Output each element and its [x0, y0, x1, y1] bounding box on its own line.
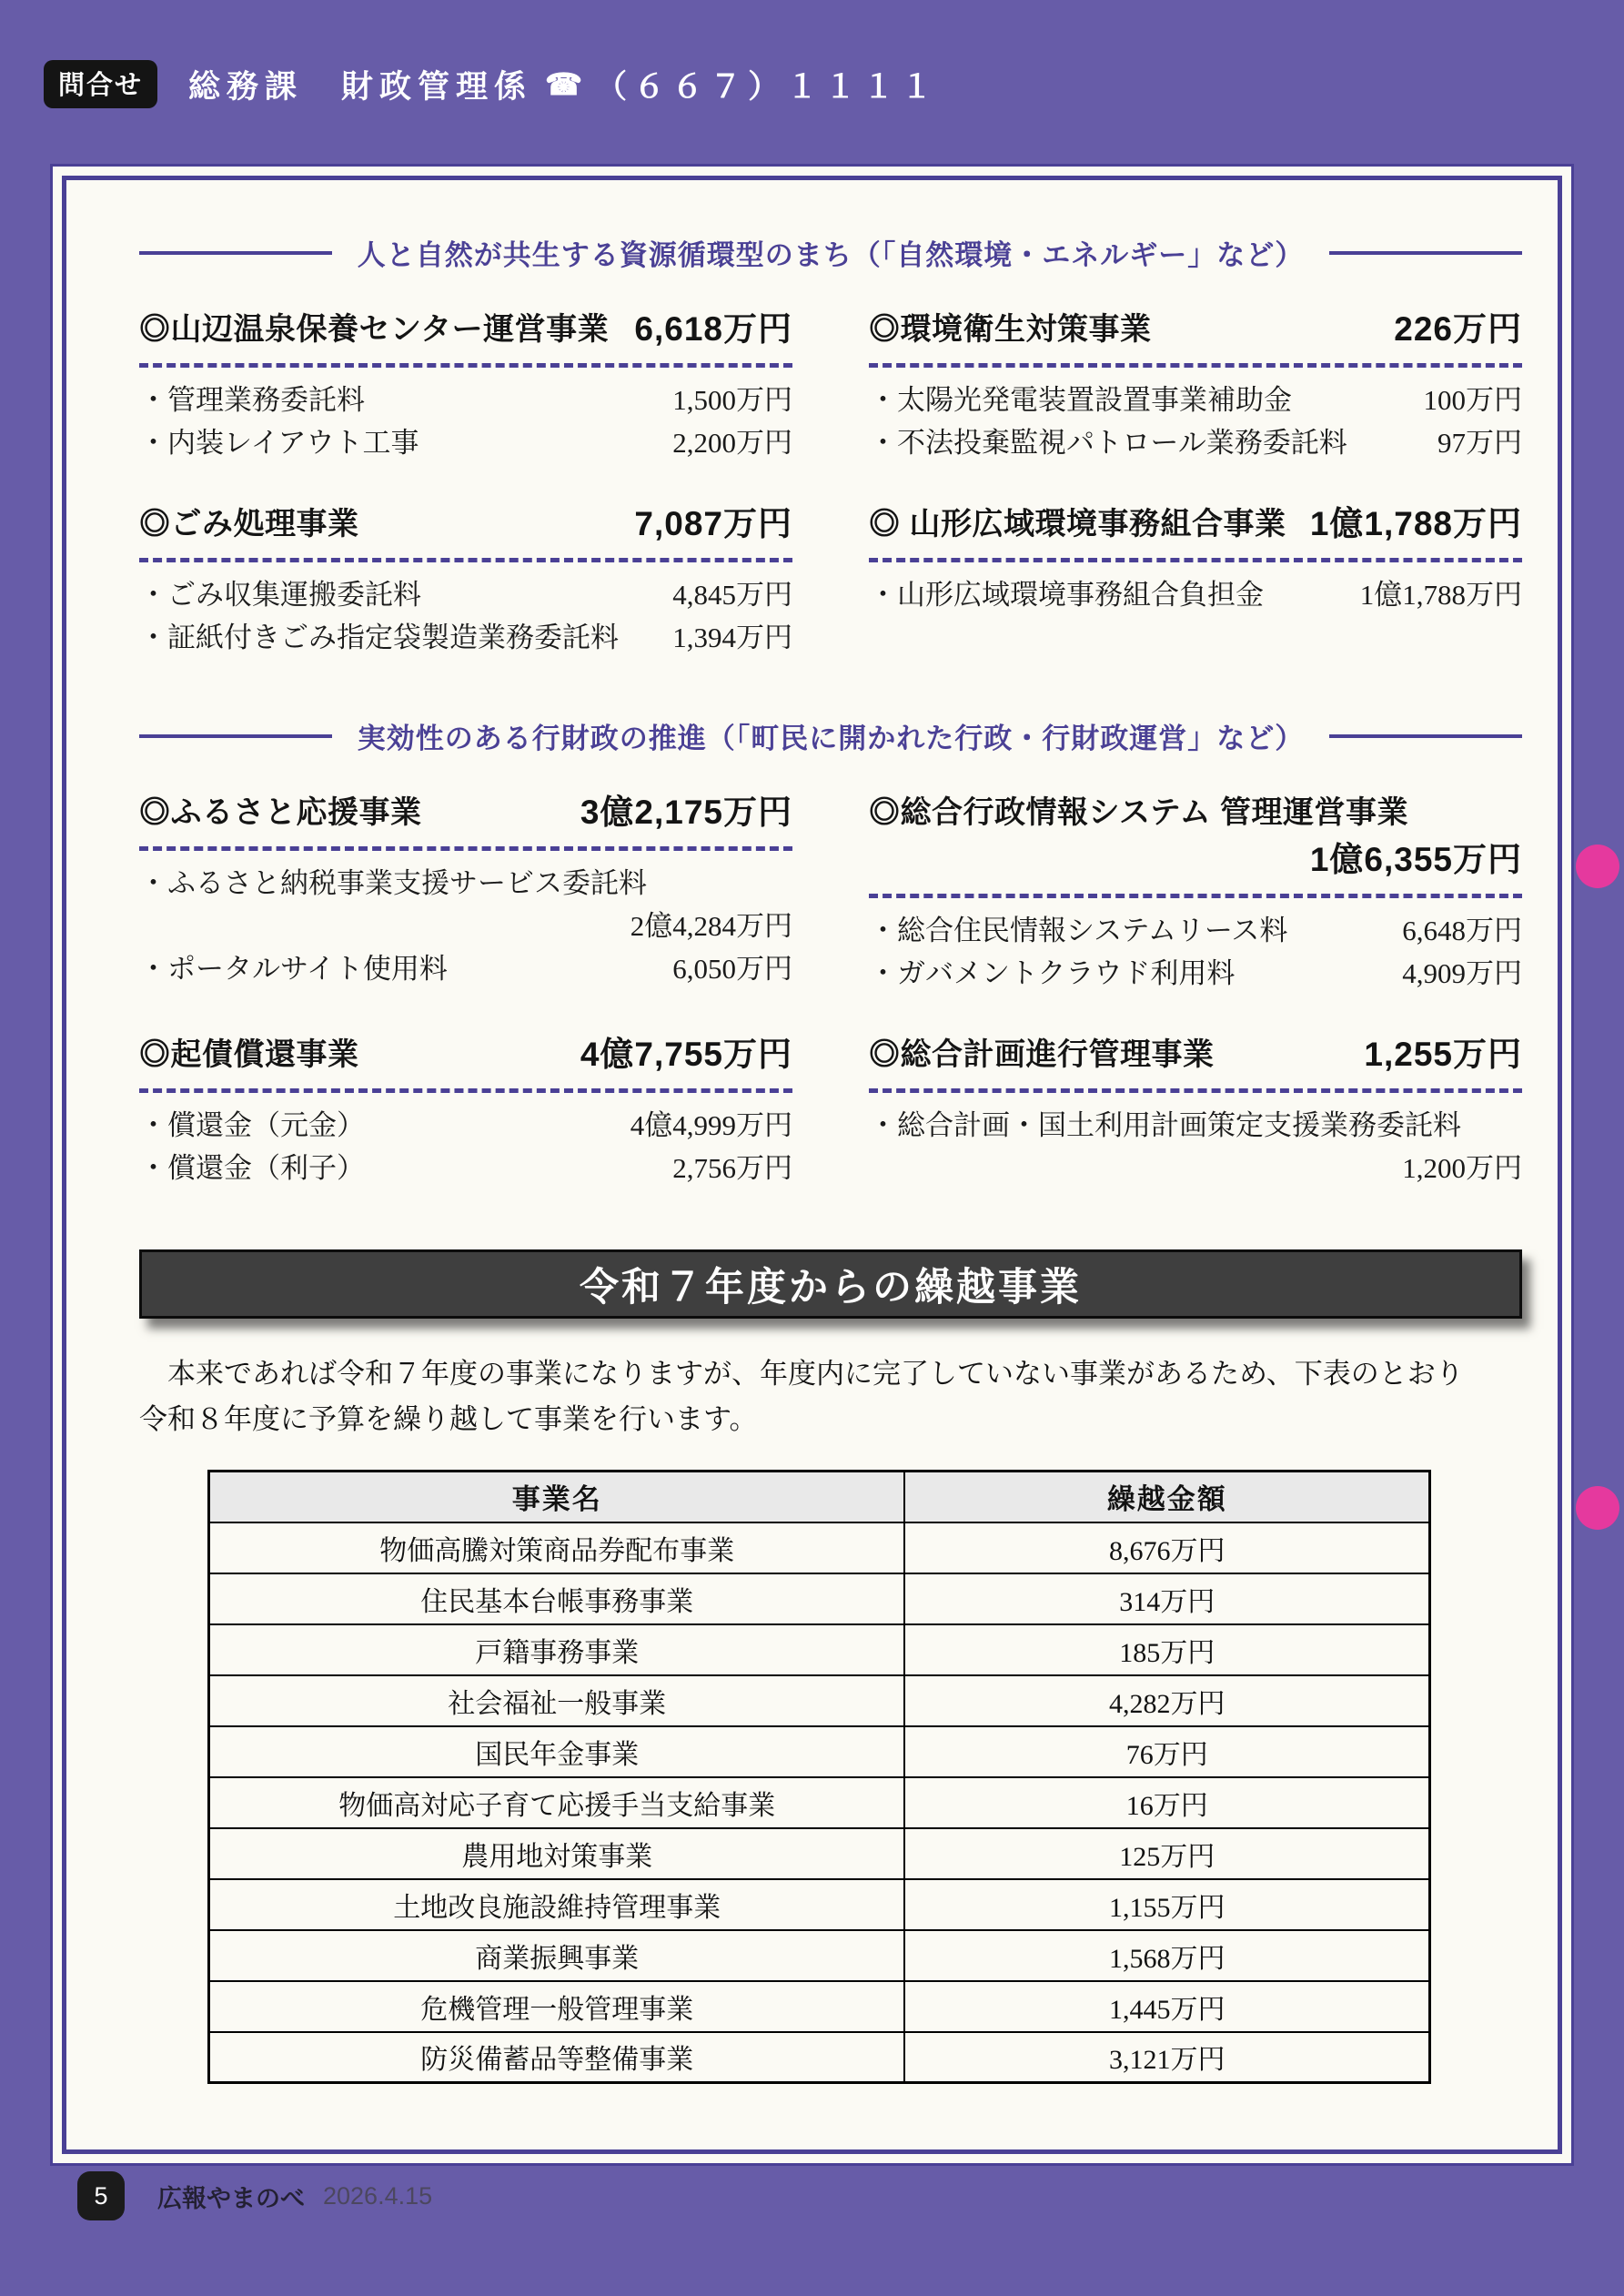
block-heading [869, 309, 1522, 349]
item-amount: 2,200万円 [672, 427, 792, 459]
card-content [139, 232, 1522, 2084]
table-row [209, 1879, 1430, 1930]
project-name-cell: 危機管理一般管理事業 [209, 1981, 905, 2032]
contact-line [188, 62, 939, 107]
table-row [209, 1624, 1430, 1675]
budget-item [869, 421, 1522, 464]
block-heading [869, 504, 1522, 544]
budget-item [869, 1104, 1522, 1189]
dashed-divider [869, 1088, 1522, 1093]
item-label: ・償還金（利子） [139, 1152, 365, 1184]
project-name-cell: 戸籍事務事業 [209, 1624, 905, 1675]
item-amount: 1,394万円 [672, 622, 792, 653]
item-label: ・ふるさと納税事業支援サービス委託料 [139, 867, 647, 899]
department-name: 総務課 財政管理係 [188, 68, 533, 105]
project-name-cell: 国民年金事業 [209, 1726, 905, 1777]
budget-item [139, 1104, 792, 1147]
table-row [209, 1930, 1430, 1981]
project-name-header: 事業名 [209, 1472, 905, 1522]
item-amount: 2,756万円 [672, 1152, 792, 1184]
amount-cell: 3,121万円 [904, 2032, 1429, 2083]
budget-block-environment-hygiene [869, 309, 1522, 464]
amount-cell: 185万円 [904, 1624, 1429, 1675]
budget-block-yamagata-union [869, 504, 1522, 659]
phone-number: （６６７）１１１１ [595, 68, 940, 105]
budget-item [869, 909, 1522, 952]
carryover-amount-header: 繰越金額 [904, 1472, 1429, 1522]
project-name-cell: 住民基本台帳事務事業 [209, 1573, 905, 1624]
pink-dot [1576, 845, 1619, 888]
dashed-divider [869, 363, 1522, 368]
budget-block-garbage [139, 504, 792, 659]
block-title: ◎環境衛生対策事業 [869, 312, 1152, 347]
table-row [209, 1573, 1430, 1624]
header-rule-right [1329, 251, 1522, 255]
amount-cell: 76万円 [904, 1726, 1429, 1777]
pink-dot [1576, 1486, 1619, 1530]
amount-cell: 1,568万円 [904, 1930, 1429, 1981]
block-heading [139, 309, 792, 349]
budget-blocks-environment [139, 309, 1522, 659]
section-title: 人と自然が共生する資源循環型のまち（「自然環境・エネルギー」など） [357, 239, 1305, 271]
block-title: ◎起債償還事業 [139, 1037, 359, 1072]
carryover-banner-title: 令和７年度からの繰越事業 [580, 1265, 1082, 1310]
page-number-badge: 5 [77, 2171, 125, 2220]
dashed-divider [139, 558, 792, 562]
header-rule-right [1329, 734, 1522, 738]
budget-item [139, 379, 792, 421]
project-name-cell: 社会福祉一般事業 [209, 1675, 905, 1726]
item-label: ・ポータルサイト使用料 [139, 953, 448, 985]
publication-name: 広報やまのべ [157, 2184, 305, 2212]
carryover-paragraph [139, 1351, 1522, 1442]
amount-cell: 125万円 [904, 1828, 1429, 1879]
block-heading [869, 793, 1522, 880]
phone-icon: ☎ [545, 67, 583, 101]
header-rule-left [139, 734, 332, 738]
item-amount: 4,909万円 [1402, 957, 1522, 989]
project-name-cell: 物価高対応子育て応援手当支給事業 [209, 1777, 905, 1828]
budget-item [139, 616, 792, 659]
block-amount: 6,618万円 [634, 310, 792, 348]
carryover-banner [139, 1249, 1522, 1319]
amount-cell: 1,155万円 [904, 1879, 1429, 1930]
table-row [209, 2032, 1430, 2083]
item-amount: 1億1,788万円 [1359, 579, 1522, 611]
item-label: ・総合計画・国土利用計画策定支援業務委託料 [869, 1109, 1461, 1141]
item-amount: 1,500万円 [672, 384, 792, 416]
budget-blocks-administration [139, 793, 1522, 1189]
budget-block-onsen-center [139, 309, 792, 464]
amount-cell: 16万円 [904, 1777, 1429, 1828]
page-header [44, 60, 939, 108]
block-heading [869, 1035, 1522, 1075]
table-row [209, 1981, 1430, 2032]
budget-item [139, 1147, 792, 1189]
section-header-environment [139, 232, 1522, 273]
block-amount: 3億2,175万円 [580, 794, 792, 831]
table-header-row [209, 1472, 1430, 1522]
page-footer [77, 2171, 432, 2220]
carryover-table [207, 1470, 1431, 2084]
item-amount: 6,648万円 [1402, 915, 1522, 946]
budget-item [139, 573, 792, 616]
budget-block-debt-repayment [139, 1035, 792, 1189]
block-title: ◎山辺温泉保養センター運営事業 [139, 312, 610, 347]
block-heading [139, 1035, 792, 1075]
item-amount: 4,845万円 [672, 579, 792, 611]
dashed-divider [139, 846, 792, 851]
block-heading [139, 793, 792, 833]
publication-date: 2026.4.15 [323, 2181, 433, 2210]
block-title: ◎総合行政情報システム 管理運営事業 [869, 795, 1409, 830]
section-header-administration [139, 715, 1522, 756]
dashed-divider [869, 894, 1522, 898]
table-row [209, 1675, 1430, 1726]
block-title: ◎ごみ処理事業 [139, 507, 359, 541]
header-rule-left [139, 251, 332, 255]
dashed-divider [139, 363, 792, 368]
budget-item [869, 573, 1522, 616]
budget-item [869, 379, 1522, 421]
item-label: ・ガバメントクラウド利用料 [869, 957, 1236, 989]
budget-block-admin-info-system [869, 793, 1522, 995]
item-label: ・証紙付きごみ指定袋製造業務委託料 [139, 622, 619, 653]
project-name-cell: 農用地対策事業 [209, 1828, 905, 1879]
block-amount: 1億1,788万円 [1309, 505, 1522, 542]
block-amount: 4億7,755万円 [580, 1036, 792, 1073]
dashed-divider [139, 1088, 792, 1093]
item-amount: 2億4,284万円 [630, 910, 792, 942]
item-label: ・償還金（元金） [139, 1109, 365, 1141]
amount-cell: 8,676万円 [904, 1522, 1429, 1573]
item-label: ・総合住民情報システムリース料 [869, 915, 1288, 946]
item-label: ・内装レイアウト工事 [139, 427, 419, 459]
content-card [50, 164, 1574, 2166]
inquiry-label: 問合せ [44, 60, 157, 108]
budget-block-furusato [139, 793, 792, 995]
block-amount: 1,255万円 [1364, 1036, 1522, 1073]
item-label: ・山形広域環境事務組合負担金 [869, 579, 1264, 611]
item-label: ・太陽光発電装置設置事業補助金 [869, 384, 1292, 416]
block-amount: 1億6,355万円 [1309, 841, 1522, 878]
item-amount: 4億4,999万円 [630, 1109, 792, 1141]
section-title: 実効性のある行財政の推進（「町民に開かれた行政・行財政運営」など） [357, 723, 1305, 754]
project-name-cell: 防災備蓄品等整備事業 [209, 2032, 905, 2083]
item-label: ・管理業務委託料 [139, 384, 365, 416]
block-title: ◎ 山形広域環境事務組合事業 [869, 507, 1286, 541]
budget-item [139, 421, 792, 464]
dashed-divider [869, 558, 1522, 562]
amount-cell: 1,445万円 [904, 1981, 1429, 2032]
item-amount: 6,050万円 [672, 953, 792, 985]
block-title: ◎ふるさと応援事業 [139, 795, 422, 830]
budget-item [139, 947, 792, 990]
item-label: ・不法投棄監視パトロール業務委託料 [869, 427, 1347, 459]
project-name-cell: 土地改良施設維持管理事業 [209, 1879, 905, 1930]
paragraph-line: 本来であれば令和７年度の事業になりますが、年度内に完了していない事業があるため、下表のとおり [139, 1358, 1464, 1390]
project-name-cell: 商業振興事業 [209, 1930, 905, 1981]
table-row [209, 1522, 1430, 1573]
block-heading [139, 504, 792, 544]
table-row [209, 1726, 1430, 1777]
table-row [209, 1777, 1430, 1828]
project-name-cell: 物価高騰対策商品券配布事業 [209, 1522, 905, 1573]
budget-item [869, 952, 1522, 995]
item-amount: 97万円 [1437, 427, 1522, 459]
budget-block-master-plan [869, 1035, 1522, 1189]
budget-item [139, 862, 792, 947]
block-title: ◎総合計画進行管理事業 [869, 1037, 1215, 1072]
item-amount: 100万円 [1423, 384, 1522, 416]
amount-cell: 4,282万円 [904, 1675, 1429, 1726]
paragraph-line: 令和８年度に予算を繰り越して事業を行います。 [139, 1403, 758, 1435]
table-row [209, 1828, 1430, 1879]
block-amount: 7,087万円 [634, 505, 792, 542]
amount-cell: 314万円 [904, 1573, 1429, 1624]
item-label: ・ごみ収集運搬委託料 [139, 579, 421, 611]
item-amount: 1,200万円 [1402, 1152, 1522, 1184]
block-amount: 226万円 [1394, 310, 1522, 348]
